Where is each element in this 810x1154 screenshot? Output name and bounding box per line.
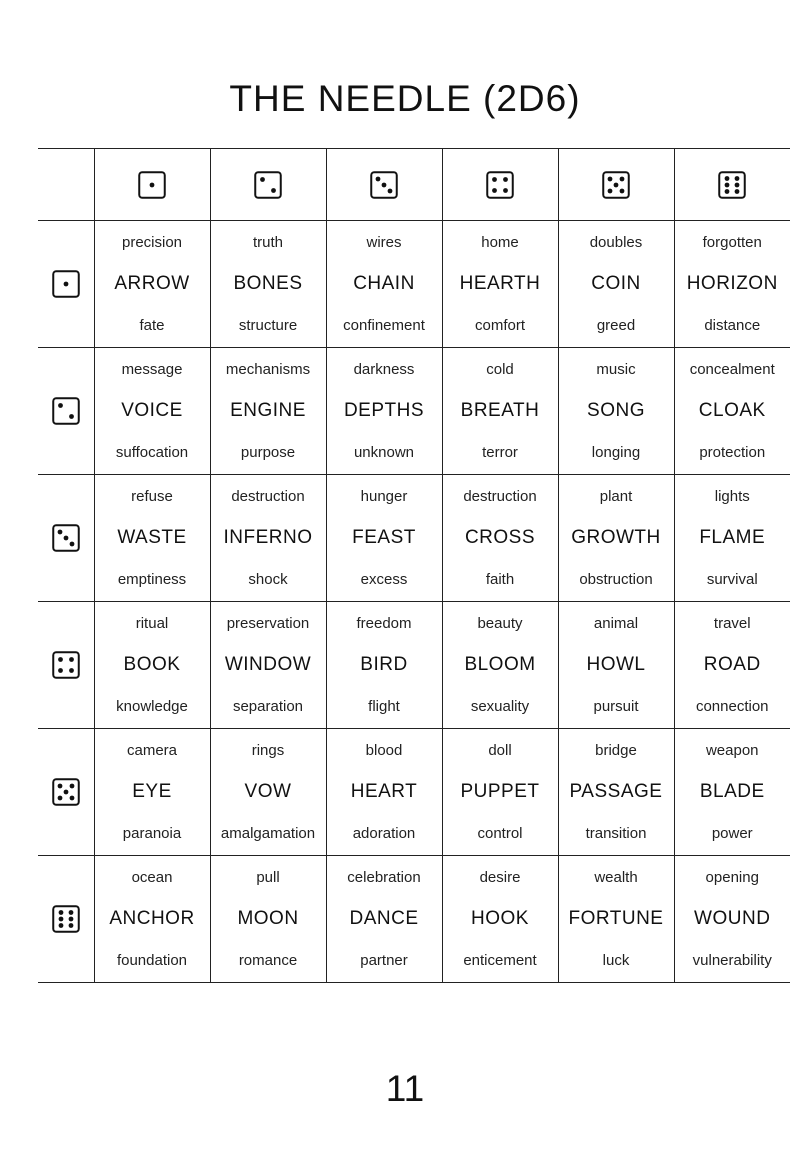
- cell-content: [675, 234, 791, 334]
- cell-top-keyword: opening: [705, 869, 759, 886]
- column-header-2: [210, 149, 326, 221]
- die-face-5-icon: [52, 778, 80, 806]
- cell-bottom-keyword: protection: [699, 444, 766, 461]
- cell-content: [211, 361, 326, 461]
- oracle-cell: [558, 221, 674, 348]
- cell-content: [559, 361, 674, 461]
- cell-top-keyword: home: [481, 234, 519, 251]
- cell-bottom-keyword: paranoia: [122, 825, 182, 842]
- die-face-2-icon: [52, 397, 80, 425]
- cell-bottom-keyword: control: [477, 825, 523, 842]
- oracle-cell: [326, 221, 442, 348]
- oracle-cell: [442, 348, 558, 475]
- oracle-cell: [558, 729, 674, 856]
- cell-top-keyword: precision: [121, 234, 183, 251]
- cell-content: [443, 742, 558, 842]
- cell-top-keyword: lights: [714, 488, 750, 505]
- cell-content: [211, 869, 326, 969]
- table-row: [38, 348, 790, 475]
- column-header-1: [94, 149, 210, 221]
- row-header-1: [38, 221, 94, 348]
- die-face-1-icon: [138, 171, 166, 199]
- cell-main-word: CROSS: [464, 527, 536, 548]
- cell-top-keyword: refuse: [131, 488, 173, 505]
- cell-bottom-keyword: faith: [485, 571, 515, 588]
- cell-main-word: BIRD: [360, 654, 408, 675]
- row-header-6: [38, 856, 94, 983]
- cell-main-word: BREATH: [460, 400, 540, 421]
- die-face-3-icon: [370, 171, 398, 199]
- die-face-1-icon: [52, 270, 80, 298]
- cell-bottom-keyword: foundation: [116, 952, 188, 969]
- cell-bottom-keyword: luck: [602, 952, 630, 969]
- die-face-5-icon: [602, 171, 630, 199]
- cell-main-word: HEART: [350, 781, 418, 802]
- cell-bottom-keyword: partner: [360, 952, 408, 969]
- cell-top-keyword: darkness: [353, 361, 415, 378]
- cell-top-keyword: destruction: [463, 488, 537, 505]
- cell-main-word: VOICE: [121, 400, 183, 421]
- cell-top-keyword: wires: [366, 234, 402, 251]
- cell-main-word: FLAME: [699, 527, 766, 548]
- cell-content: [327, 615, 442, 715]
- cell-main-word: CHAIN: [353, 273, 415, 294]
- oracle-cell: [558, 475, 674, 602]
- table-body: [38, 149, 790, 983]
- cell-bottom-keyword: distance: [704, 317, 761, 334]
- cell-bottom-keyword: vulnerability: [692, 952, 772, 969]
- corner-cell: [38, 149, 94, 221]
- cell-bottom-keyword: purpose: [240, 444, 296, 461]
- cell-bottom-keyword: emptiness: [117, 571, 187, 588]
- oracle-cell: [210, 602, 326, 729]
- cell-bottom-keyword: suffocation: [115, 444, 189, 461]
- cell-content: [327, 361, 442, 461]
- cell-content: [211, 615, 326, 715]
- cell-main-word: HOWL: [586, 654, 646, 675]
- cell-top-keyword: celebration: [347, 869, 421, 886]
- oracle-cell: [558, 348, 674, 475]
- table-row: [38, 221, 790, 348]
- cell-main-word: ENGINE: [230, 400, 306, 421]
- oracle-cell: [442, 221, 558, 348]
- cell-main-word: BLOOM: [464, 654, 536, 675]
- cell-content: [327, 234, 442, 334]
- cell-main-word: BOOK: [123, 654, 181, 675]
- cell-main-word: PUPPET: [460, 781, 540, 802]
- oracle-cell: [94, 856, 210, 983]
- cell-bottom-keyword: greed: [596, 317, 636, 334]
- cell-content: [559, 869, 674, 969]
- cell-bottom-keyword: structure: [238, 317, 298, 334]
- cell-top-keyword: rings: [251, 742, 285, 759]
- cell-top-keyword: ocean: [131, 869, 173, 886]
- oracle-cell: [442, 602, 558, 729]
- cell-content: [211, 234, 326, 334]
- cell-content: [327, 869, 442, 969]
- cell-top-keyword: pull: [256, 869, 280, 886]
- oracle-cell: [558, 856, 674, 983]
- cell-top-keyword: wealth: [594, 869, 638, 886]
- cell-bottom-keyword: survival: [706, 571, 758, 588]
- oracle-cell: [94, 475, 210, 602]
- cell-bottom-keyword: excess: [360, 571, 408, 588]
- cell-content: [675, 488, 791, 588]
- cell-main-word: EYE: [132, 781, 172, 802]
- cell-top-keyword: animal: [593, 615, 639, 632]
- cell-content: [559, 742, 674, 842]
- cell-main-word: INFERNO: [223, 527, 313, 548]
- die-face-6-icon: [718, 171, 746, 199]
- table-row: [38, 856, 790, 983]
- cell-bottom-keyword: pursuit: [593, 698, 639, 715]
- cell-top-keyword: plant: [599, 488, 633, 505]
- cell-bottom-keyword: fate: [139, 317, 165, 334]
- oracle-cell: [94, 348, 210, 475]
- cell-top-keyword: concealment: [689, 361, 775, 378]
- column-header-3: [326, 149, 442, 221]
- column-header-6: [674, 149, 790, 221]
- cell-main-word: WOUND: [694, 908, 771, 929]
- cell-main-word: HOOK: [471, 908, 529, 929]
- cell-bottom-keyword: connection: [695, 698, 769, 715]
- cell-top-keyword: beauty: [477, 615, 523, 632]
- column-header-5: [558, 149, 674, 221]
- cell-main-word: HORIZON: [686, 273, 778, 294]
- cell-bottom-keyword: knowledge: [116, 698, 188, 715]
- cell-content: [443, 615, 558, 715]
- cell-bottom-keyword: romance: [238, 952, 298, 969]
- oracle-cell: [674, 221, 790, 348]
- oracle-cell: [558, 602, 674, 729]
- cell-content: [559, 488, 674, 588]
- oracle-cell: [442, 729, 558, 856]
- cell-content: [95, 615, 210, 715]
- table-row: [38, 602, 790, 729]
- cell-main-word: DANCE: [349, 908, 419, 929]
- cell-bottom-keyword: transition: [585, 825, 647, 842]
- cell-content: [95, 234, 210, 334]
- oracle-cell: [326, 348, 442, 475]
- cell-main-word: PASSAGE: [569, 781, 663, 802]
- cell-top-keyword: blood: [365, 742, 403, 759]
- die-face-4-icon: [486, 171, 514, 199]
- cell-top-keyword: cold: [486, 361, 514, 378]
- page-title: THE NEEDLE (2D6): [229, 78, 581, 119]
- column-header-4: [442, 149, 558, 221]
- oracle-cell: [442, 475, 558, 602]
- oracle-cell: [326, 475, 442, 602]
- oracle-cell: [674, 475, 790, 602]
- cell-content: [95, 742, 210, 842]
- cell-content: [675, 869, 791, 969]
- oracle-cell: [674, 856, 790, 983]
- oracle-cell: [674, 729, 790, 856]
- cell-main-word: WASTE: [117, 527, 187, 548]
- row-header-5: [38, 729, 94, 856]
- cell-top-keyword: truth: [252, 234, 283, 251]
- cell-content: [327, 742, 442, 842]
- cell-content: [95, 488, 210, 588]
- cell-content: [327, 488, 442, 588]
- cell-content: [443, 361, 558, 461]
- row-header-4: [38, 602, 94, 729]
- table-row: [38, 475, 790, 602]
- cell-bottom-keyword: adoration: [352, 825, 416, 842]
- oracle-cell: [674, 602, 790, 729]
- oracle-cell: [210, 729, 326, 856]
- die-face-6-icon: [52, 905, 80, 933]
- cell-main-word: GROWTH: [571, 527, 661, 548]
- row-header-3: [38, 475, 94, 602]
- cell-top-keyword: mechanisms: [225, 361, 311, 378]
- cell-content: [559, 234, 674, 334]
- cell-content: [675, 742, 791, 842]
- oracle-cell: [326, 856, 442, 983]
- cell-main-word: HEARTH: [459, 273, 541, 294]
- cell-main-word: ARROW: [114, 273, 190, 294]
- cell-content: [443, 869, 558, 969]
- cell-top-keyword: doll: [488, 742, 512, 759]
- header-row: [38, 149, 790, 221]
- cell-content: [443, 488, 558, 588]
- cell-content: [559, 615, 674, 715]
- oracle-cell: [674, 348, 790, 475]
- needle-oracle-table: [38, 148, 790, 983]
- cell-top-keyword: bridge: [595, 742, 637, 759]
- cell-bottom-keyword: power: [711, 825, 753, 842]
- oracle-cell: [94, 602, 210, 729]
- cell-top-keyword: preservation: [226, 615, 310, 632]
- cell-content: [95, 361, 210, 461]
- table-row: [38, 729, 790, 856]
- cell-bottom-keyword: terror: [482, 444, 518, 461]
- cell-bottom-keyword: confinement: [343, 317, 425, 334]
- cell-top-keyword: freedom: [356, 615, 412, 632]
- cell-content: [211, 742, 326, 842]
- cell-content: [95, 869, 210, 969]
- page-number: 11: [385, 1068, 425, 1109]
- cell-top-keyword: doubles: [589, 234, 643, 251]
- cell-content: [443, 234, 558, 334]
- cell-top-keyword: message: [121, 361, 183, 378]
- cell-main-word: SONG: [587, 400, 645, 421]
- cell-bottom-keyword: obstruction: [579, 571, 653, 588]
- cell-main-word: CLOAK: [698, 400, 766, 421]
- cell-top-keyword: destruction: [231, 488, 305, 505]
- cell-main-word: COIN: [591, 273, 641, 294]
- cell-bottom-keyword: unknown: [353, 444, 415, 461]
- cell-bottom-keyword: flight: [368, 698, 400, 715]
- cell-top-keyword: weapon: [705, 742, 759, 759]
- cell-main-word: FORTUNE: [568, 908, 664, 929]
- cell-bottom-keyword: separation: [232, 698, 304, 715]
- cell-bottom-keyword: sexuality: [470, 698, 530, 715]
- cell-main-word: FEAST: [352, 527, 416, 548]
- cell-main-word: VOW: [244, 781, 292, 802]
- cell-main-word: WINDOW: [224, 654, 312, 675]
- cell-bottom-keyword: longing: [591, 444, 641, 461]
- die-face-3-icon: [52, 524, 80, 552]
- cell-top-keyword: ritual: [135, 615, 169, 632]
- cell-top-keyword: travel: [713, 615, 751, 632]
- cell-content: [211, 488, 326, 588]
- cell-bottom-keyword: shock: [248, 571, 288, 588]
- cell-bottom-keyword: enticement: [463, 952, 537, 969]
- oracle-cell: [210, 856, 326, 983]
- cell-main-word: MOON: [237, 908, 299, 929]
- cell-bottom-keyword: comfort: [474, 317, 525, 334]
- cell-main-word: BLADE: [699, 781, 765, 802]
- cell-top-keyword: desire: [479, 869, 521, 886]
- oracle-cell: [210, 348, 326, 475]
- cell-top-keyword: music: [596, 361, 636, 378]
- cell-content: [675, 361, 791, 461]
- cell-top-keyword: hunger: [360, 488, 408, 505]
- cell-main-word: BONES: [233, 273, 303, 294]
- cell-main-word: ANCHOR: [109, 908, 195, 929]
- oracle-cell: [442, 856, 558, 983]
- oracle-cell: [94, 221, 210, 348]
- die-face-4-icon: [52, 651, 80, 679]
- oracle-cell: [210, 475, 326, 602]
- oracle-cell: [94, 729, 210, 856]
- cell-main-word: ROAD: [703, 654, 761, 675]
- cell-content: [675, 615, 791, 715]
- oracle-cell: [326, 602, 442, 729]
- cell-main-word: DEPTHS: [343, 400, 425, 421]
- oracle-cell: [326, 729, 442, 856]
- cell-top-keyword: forgotten: [702, 234, 762, 251]
- oracle-cell: [210, 221, 326, 348]
- cell-bottom-keyword: amalgamation: [220, 825, 316, 842]
- die-face-2-icon: [254, 171, 282, 199]
- row-header-2: [38, 348, 94, 475]
- cell-top-keyword: camera: [126, 742, 178, 759]
